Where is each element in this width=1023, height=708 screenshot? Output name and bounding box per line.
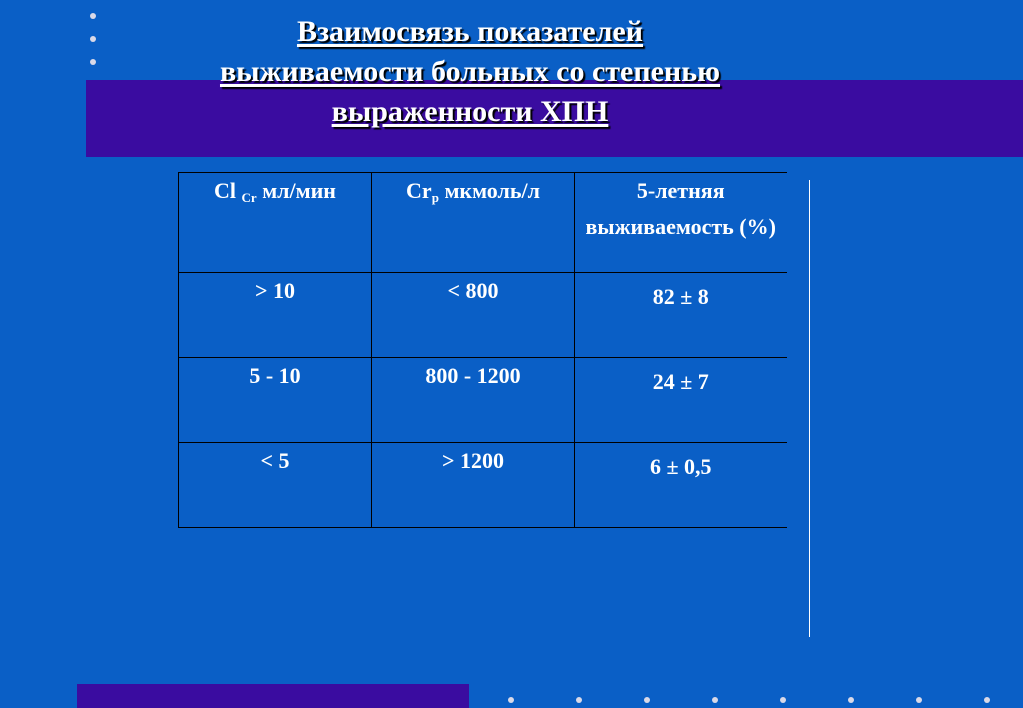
table-row [179,443,787,528]
decor-dot [984,697,990,703]
decor-dot [90,36,96,42]
cell-creatinine: < 800 [372,273,575,358]
decor-dot [90,13,96,19]
table-header-row [179,173,787,273]
cell-survival-value: 82 ± 8 [652,284,709,309]
header-creatinine-unit: мкмоль/л [444,178,540,203]
decor-dot [780,697,786,703]
decor-dot [90,59,96,65]
table-row [179,358,787,443]
cell-clearance: 5 - 10 [179,358,372,443]
header-survival: 5-летняя выживаемость (%) [575,173,787,273]
header-creatinine [372,173,575,273]
header-clearance-main: Cl [214,178,237,203]
bottom-accent-band [77,684,469,708]
decor-dot [712,697,718,703]
decor-dot [576,697,582,703]
slide-title: Взаимосвязь показателей выживаемости больных со степенью выраженности ХПН [219,15,721,128]
decor-dot [508,697,514,703]
header-clearance [179,173,372,273]
cell-clearance: > 10 [179,273,372,358]
cell-creatinine: > 1200 [372,443,575,528]
decor-dot [644,697,650,703]
cell-survival [575,273,787,358]
header-creatinine-sub: p [431,190,439,205]
decor-dot [848,697,854,703]
cell-creatinine: 800 - 1200 [372,358,575,443]
cell-survival [575,443,787,528]
cell-survival-value: 6 ± 0,5 [649,454,712,479]
cell-survival [575,358,787,443]
table-row [179,273,787,358]
decor-dot [916,697,922,703]
vertical-divider-line [809,180,810,637]
header-creatinine-main: Cr [406,178,432,203]
header-clearance-unit: мл/мин [262,178,336,203]
cell-clearance: < 5 [179,443,372,528]
cell-survival-value: 24 ± 7 [652,369,709,394]
survival-table [178,172,787,528]
header-clearance-sub: Cr [241,190,257,205]
